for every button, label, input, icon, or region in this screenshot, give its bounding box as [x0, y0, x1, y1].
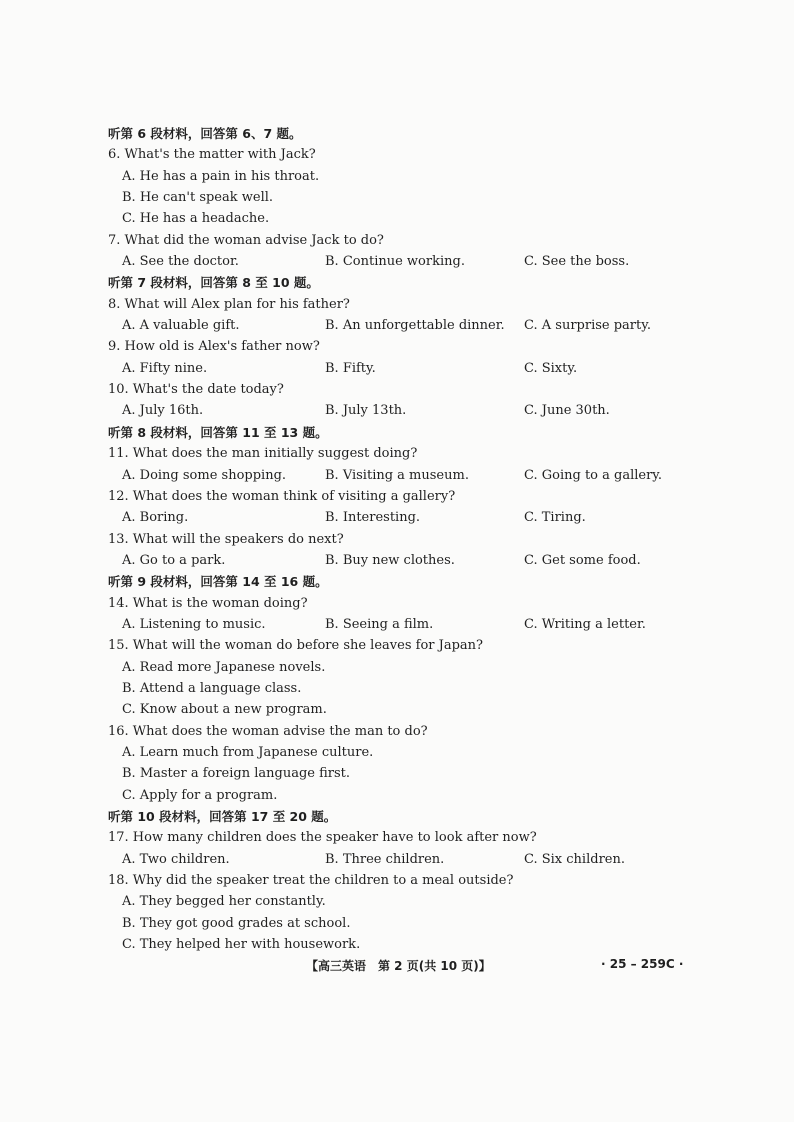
answer-option: A. Learn much from Japanese culture.	[122, 744, 374, 760]
question-stem: 9. How old is Alex's father now?	[108, 339, 320, 355]
question-stem: 14. What is the woman doing?	[108, 595, 308, 611]
section-header: 听第 9 段材料，回答第 14 至 16 题。	[108, 574, 328, 590]
answer-option: B. Interesting.	[325, 510, 421, 526]
answer-option: C. Going to a gallery.	[524, 467, 663, 483]
option-row	[108, 849, 708, 870]
section-header: 听第 10 段材料，回答第 17 至 20 题。	[108, 809, 337, 824]
answer-option: C. Sixty.	[524, 360, 578, 376]
question-stem: 12. What does the woman think of visiting a gallery?	[108, 488, 456, 504]
footer-page-label: 【高三英语 第 2 页(共 10 页)】	[306, 959, 491, 973]
option-row	[108, 614, 708, 635]
question-stem: 16. What does the woman advise the man to do?	[108, 723, 428, 739]
page-footer	[0, 957, 794, 981]
option-row	[108, 358, 708, 379]
answer-option: C. A surprise party.	[524, 318, 651, 334]
option-row	[108, 315, 708, 336]
answer-option: C. Writing a letter.	[524, 616, 646, 632]
question-stem: 18. Why did the speaker treat the children to a meal outside?	[108, 873, 514, 889]
section-header: 听第 7 段材料，回答第 8 至 10 题。	[108, 275, 319, 291]
question-stem: 6. What's the matter with Jack?	[108, 147, 316, 163]
answer-option: B. He can't speak well.	[122, 190, 274, 206]
answer-option: A. July 16th.	[122, 403, 204, 419]
exam-content	[108, 123, 708, 955]
question-stem: 15. What will the woman do before she leaves for Japan?	[108, 638, 483, 654]
footer-code: · 25 – 259C ·	[601, 957, 684, 971]
answer-option: C. See the boss.	[524, 254, 630, 270]
answer-option: C. Know about a new program.	[122, 702, 327, 718]
option-row	[108, 465, 708, 486]
answer-option: B. Three children.	[325, 851, 445, 867]
answer-option: B. Attend a language class.	[122, 680, 302, 696]
question-stem: 11. What does the man initially suggest doing?	[108, 446, 418, 462]
question-stem: 13. What will the speakers do next?	[108, 531, 344, 547]
answer-option: A. Boring.	[122, 510, 189, 526]
answer-option: B. Continue working.	[325, 254, 465, 270]
question-stem: 10. What's the date today?	[108, 382, 284, 398]
question-stem: 17. How many children does the speaker have to look after now?	[108, 830, 537, 846]
answer-option: B. Master a foreign language first.	[122, 766, 351, 782]
answer-option: C. They helped her with housework.	[122, 937, 361, 953]
answer-option: C. June 30th.	[524, 403, 610, 419]
answer-option: A. He has a pain in his throat.	[122, 168, 320, 184]
answer-option: C. He has a headache.	[122, 211, 270, 227]
answer-option: B. An unforgettable dinner.	[325, 318, 505, 334]
answer-option: B. Seeing a film.	[325, 616, 434, 632]
answer-option: A. Two children.	[122, 851, 230, 867]
answer-option: B. July 13th.	[325, 403, 407, 419]
question-stem: 8. What will Alex plan for his father?	[108, 296, 350, 312]
answer-option: A. A valuable gift.	[122, 318, 240, 334]
answer-option: C. Tiring.	[524, 510, 586, 526]
answer-option: A. Read more Japanese novels.	[122, 659, 326, 675]
option-row	[108, 251, 708, 272]
section-header: 听第 6 段材料，回答第 6、7 题。	[108, 126, 302, 141]
answer-option: A. Doing some shopping.	[122, 467, 287, 483]
option-row	[108, 400, 708, 421]
answer-option: B. Fifty.	[325, 360, 376, 376]
answer-option: A. Go to a park.	[122, 552, 226, 568]
option-row	[108, 550, 708, 571]
question-stem: 7. What did the woman advise Jack to do?	[108, 232, 384, 248]
section-header: 听第 8 段材料，回答第 11 至 13 题。	[108, 424, 328, 440]
answer-option: C. Apply for a program.	[122, 787, 278, 803]
answer-option: B. Visiting a museum.	[325, 467, 469, 483]
answer-option: A. Fifty nine.	[122, 360, 208, 376]
answer-option: B. They got good grades at school.	[122, 915, 351, 931]
answer-option: B. Buy new clothes.	[325, 552, 455, 568]
answer-option: A. They begged her constantly.	[122, 894, 326, 910]
answer-option: C. Get some food.	[524, 552, 641, 568]
answer-option: C. Six children.	[524, 851, 625, 867]
answer-option: A. Listening to music.	[122, 616, 266, 632]
option-row	[108, 507, 708, 528]
answer-option: A. See the doctor.	[122, 254, 239, 270]
